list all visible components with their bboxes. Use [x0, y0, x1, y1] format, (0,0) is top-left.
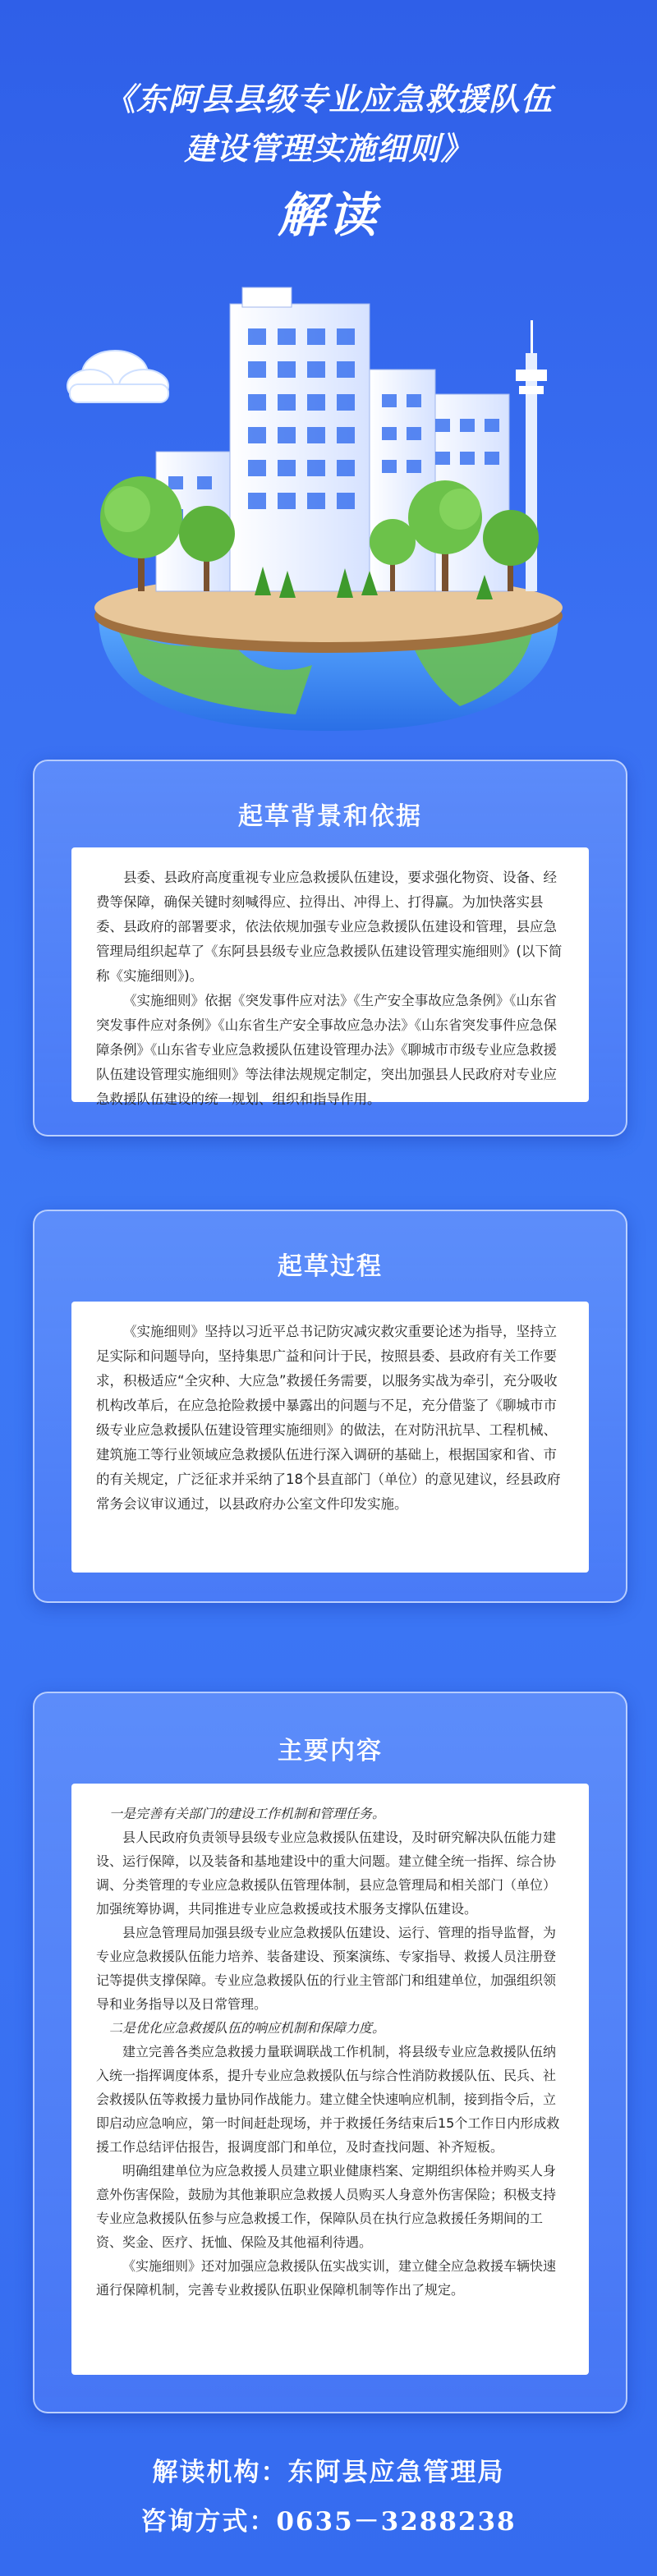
page-title-interpretation: 解读 [277, 187, 379, 243]
section-body [71, 1302, 589, 1573]
paragraph: 县人民政府负责领导县级专业应急救援队伍建设，及时研究解决队伍能力建设、运行保障，以及装备和基地建设中的重大问题。建立健全统一指挥、综合协调、分类管理的专业应急救援队伍管理体制，县应急管理局和相关部门（单位）加强统筹协调，共同推进专业应急救援或技术服务支撑队伍建设。 [96, 1830, 557, 1917]
paragraph: 明确组建单位为应急救援人员建立职业健康档案、定期组织体检并购买人身意外伤害保险，鼓励为其他兼职应急救援人员购买人身意外伤害保险；积极支持专业应急救援队伍参与应急救援工作，保障队员在执行应急救援任务期间的工资、奖金、医疗、抚恤、保险及其他福利待遇。 [96, 2163, 557, 2250]
footer-contact: 咨询方式：0635－3288238 [140, 2507, 517, 2537]
section-title: 起草背景和依据 [238, 802, 422, 831]
paragraph: 县委、县政府高度重视专业应急救援队伍建设，要求强化物资、设备、经费等保障，确保关键时刻喊得应、拉得出、冲得上、打得赢。为加快落实县委、县政府的部署要求，依法依规加强专业应急救援队伍建设和管理，县应急管理局组织起草了《东阿县县级专业应急救援队伍建设管理实施细则》(以下简称《实施细则》)。 [96, 870, 563, 984]
page-title-line2: 建设管理实施细则》 [184, 131, 473, 167]
section-main-content [33, 1692, 627, 2413]
paragraph: 建立完善各类应急救援力量联调联战工作机制，将县级专业应急救援队伍纳入统一指挥调度体系，提升专业应急救援队伍与综合性消防救援队伍、民兵、社会救援队伍等救援力量协同作战能力。建立健全快速响应机制，接到指令后，立即启动应急响应，第一时间赶赴现场，并于救援任务结束后15个工作日内形成救援工作总结评估报告，报调度部门和单位，及时查找问题、补齐短板。 [96, 2044, 560, 2155]
section-drafting-process [33, 1210, 627, 1603]
subheading: 一是完善有关部门的建设工作机制和管理任务。 [109, 1806, 386, 1821]
section-background [33, 760, 627, 1136]
paragraph: 《实施细则》还对加强应急救援队伍实战实训，建立健全应急救援车辆快速通行保障机制，完善专业救援队伍职业保障机制等作出了规定。 [96, 2258, 557, 2298]
page-title-line1: 《东阿县县级专业应急救援队伍 [103, 81, 553, 117]
city-globe-illustration [66, 271, 591, 731]
section-body [71, 847, 589, 1107]
header-banner [0, 0, 657, 739]
section-body [71, 1784, 589, 2375]
section-title: 主要内容 [278, 1737, 383, 1766]
section-title: 起草过程 [278, 1252, 383, 1281]
paragraph: 《实施细则》依据《突发事件应对法》《生产安全事故应急条例》《山东省突发事件应对条例》《山东省生产安全事故应急办法》《山东省突发事件应急保障条例》《山东省专业应急救援队伍建设管理办法》《聊城市市级专业应急救援队伍建设管理实施细则》等法律法规规定制定，突出加强县人民政府对专业应急救援队伍建设的统一规划、组织和指导作用。 [96, 993, 557, 1107]
paragraph: 县应急管理局加强县级专业应急救援队伍建设、运行、管理的指导监督，为专业应急救援队伍能力培养、装备建设、预案演练、专家指导、救援人员注册登记等提供支撑保障。专业应急救援队伍的行业主管部门和组建单位，加强组织领导和业务指导以及日常管理。 [96, 1925, 557, 2012]
subheading: 二是优化应急救援队伍的响应机制和保障力度。 [109, 2020, 386, 2036]
paragraph: 《实施细则》坚持以习近平总书记防灾减灾救灾重要论述为指导，坚持立足实际和问题导向，坚持集思广益和问计于民，按照县委、县政府有关工作要求，积极适应“全灾种、大应急”救援任务需要，以服务实战为牵引，充分吸收机构改革后，在应急抢险救援中暴露出的问题与不足，充分借鉴了《聊城市市级专业应急救援队伍建设管理实施细则》的做法，在对防汛抗旱、工程机械、建筑施工等行业领域应急救援队伍进行深入调研的基础上，根据国家和省、市的有关规定，广泛征求并采纳了18个县直部门（单位）的意见建议，经县政府常务会议审议通过，以县政府办公室文件印发实施。 [96, 1324, 561, 1512]
footer-org: 解读机构：东阿县应急管理局 [152, 2458, 505, 2487]
